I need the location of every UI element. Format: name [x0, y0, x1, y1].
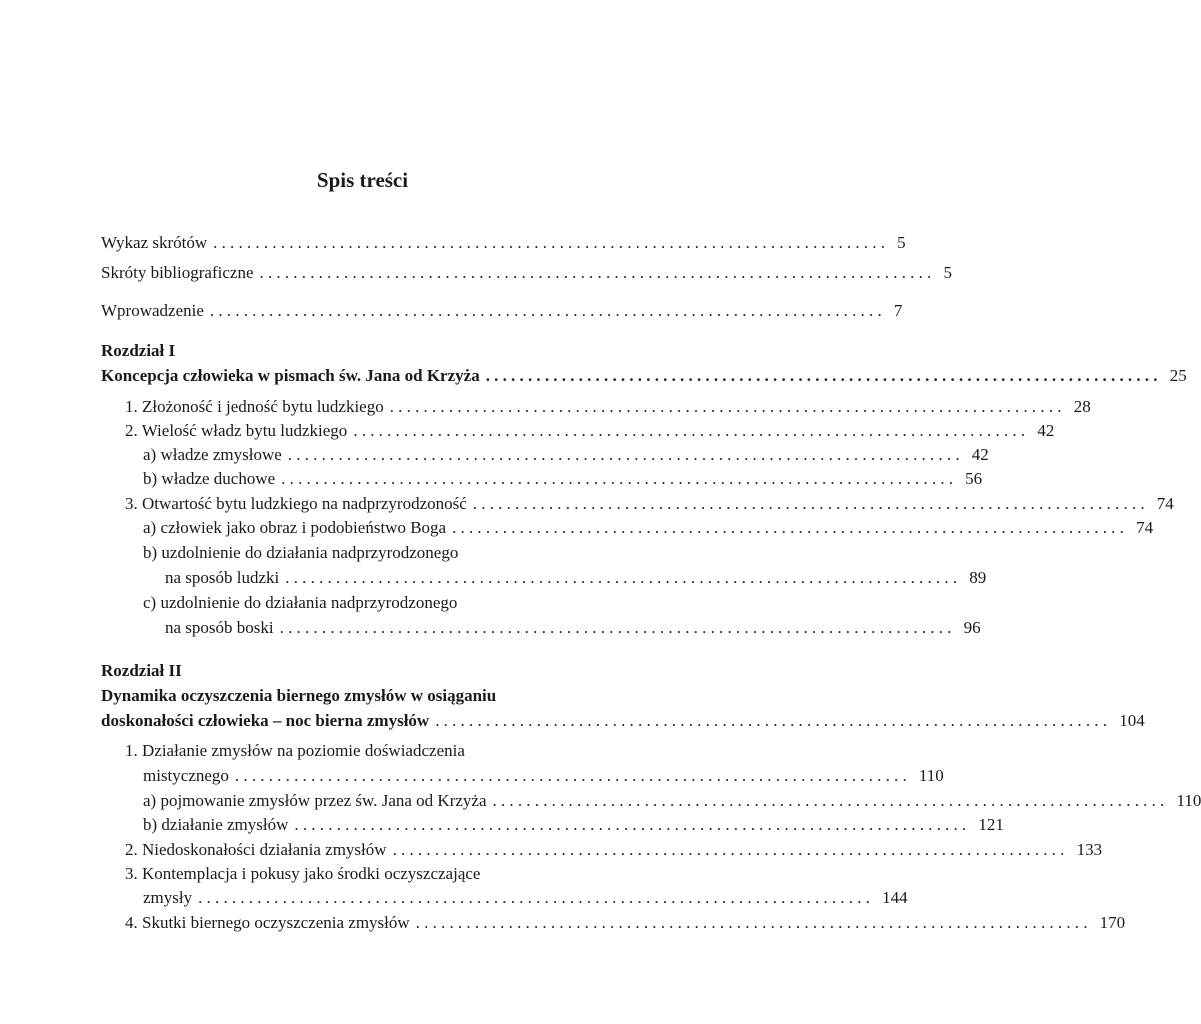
toc-page-number: 74 — [1156, 494, 1174, 513]
toc-entry — [143, 813, 1004, 837]
toc-entry — [143, 541, 623, 565]
toc-entry-label: b) uzdolnienie do działania nadprzyrodzonego — [143, 543, 459, 562]
chapter-number: Rozdział II — [101, 661, 182, 680]
toc-entry — [143, 886, 908, 910]
toc-page-number: 104 — [1119, 711, 1145, 730]
toc-entry — [125, 492, 1174, 516]
toc-entry-label: a) człowiek jako obraz i podobieństwo Boga — [143, 518, 447, 537]
toc-entry-label: na sposób ludzki — [165, 568, 280, 587]
dot-leader: ................................................................................ — [281, 469, 958, 488]
toc-page-number: 110 — [918, 766, 944, 785]
toc-entry-label: na sposób boski — [165, 618, 274, 637]
toc-entry-label: b) działanie zmysłów — [143, 815, 289, 834]
toc-entry-label: c) uzdolnienie do działania nadprzyrodzonego — [143, 593, 458, 612]
toc-page-number: 133 — [1076, 840, 1103, 859]
chapter-heading — [101, 659, 623, 683]
toc-page-number: 28 — [1073, 397, 1091, 416]
toc-entry-label: a) władze zmysłowe — [143, 445, 282, 464]
chapter-title: Dynamika oczyszczenia biernego zmysłów w osiąganiu — [101, 686, 497, 705]
toc-entry-label: 4. Skutki biernego oczyszczenia zmysłów — [125, 913, 410, 932]
toc-page-number: 144 — [882, 888, 908, 907]
toc-entry — [143, 789, 1201, 813]
toc-entry — [125, 838, 1103, 862]
toc-entry — [101, 261, 952, 285]
dot-leader: ................................................................................ — [472, 494, 1149, 513]
dot-leader: ................................................................................ — [209, 301, 886, 320]
dot-leader: ................................................................................ — [492, 791, 1169, 810]
dot-leader: ................................................................................ — [452, 518, 1129, 537]
toc-entry-label: 3. Kontemplacja i pokusy jako środki oczyszczające — [125, 864, 481, 883]
toc-entry — [101, 709, 1145, 733]
toc-entry — [101, 231, 906, 255]
toc-entry — [165, 566, 987, 590]
toc-page-number: 25 — [1169, 366, 1187, 385]
toc-entry — [143, 516, 1154, 540]
dot-leader: ................................................................................ — [435, 711, 1112, 730]
toc-page-number: 5 — [943, 263, 952, 282]
toc-entry-label: b) władze duchowe — [143, 469, 276, 488]
toc-entry-label: mistycznego — [143, 766, 229, 785]
toc-page-number: 96 — [963, 618, 981, 637]
toc-page-number: 5 — [897, 233, 906, 252]
toc-entry-label: 3. Otwartość bytu ludzkiego na nadprzyrodzoność — [125, 494, 467, 513]
toc-entry — [125, 739, 623, 763]
dot-leader: ................................................................................ — [234, 766, 911, 785]
dot-leader: ................................................................................ — [279, 618, 956, 637]
page-title: Spis treści — [316, 168, 409, 192]
dot-leader: ................................................................................ — [287, 445, 964, 464]
toc-entry — [143, 764, 944, 788]
toc-entry — [143, 467, 983, 491]
toc-entry-label: Skróty bibliograficzne — [101, 263, 254, 282]
dot-leader: ................................................................................ — [415, 913, 1092, 932]
toc-entry — [165, 616, 981, 640]
toc-entry — [101, 299, 903, 323]
toc-page-number: 74 — [1136, 518, 1154, 537]
toc-entry-label: Wprowadzenie — [101, 301, 204, 320]
chapter-heading — [101, 339, 623, 363]
toc-entry — [101, 364, 1187, 388]
toc-entry — [143, 591, 623, 615]
toc-entry-label: 2. Niedoskonałości działania zmysłów — [125, 840, 387, 859]
dot-leader: ................................................................................ — [259, 263, 936, 282]
toc-entry — [143, 443, 989, 467]
toc-page-number: 110 — [1176, 791, 1201, 810]
chapter-title-line — [101, 684, 623, 708]
dot-leader: ................................................................................ — [285, 568, 962, 587]
toc-entry-label: zmysły — [143, 888, 193, 907]
toc-entry — [125, 911, 1126, 935]
dot-leader: ................................................................................ — [353, 421, 1030, 440]
dot-leader: ................................................................................ — [392, 840, 1069, 859]
toc-page-number: 170 — [1099, 913, 1126, 932]
toc-page-number: 7 — [893, 301, 903, 320]
dot-leader: ................................................................................ — [198, 888, 875, 907]
toc-page-number: 56 — [965, 469, 983, 488]
toc-entry — [125, 419, 1055, 443]
toc-entry-label: 1. Złożoność i jedność bytu ludzkiego — [125, 397, 384, 416]
toc-page-number: 42 — [971, 445, 989, 464]
toc-page-number: 42 — [1037, 421, 1055, 440]
toc-entry — [125, 395, 1091, 419]
toc-entry-label: Wykaz skrótów — [101, 233, 208, 252]
toc-entry-label: 1. Działanie zmysłów na poziomie doświadczenia — [125, 741, 465, 760]
toc-page-number: 121 — [978, 815, 1004, 834]
dot-leader: ................................................................................ — [294, 815, 971, 834]
toc-entry-label: 2. Wielość władz bytu ludzkiego — [125, 421, 348, 440]
toc-entry-label: a) pojmowanie zmysłów przez św. Jana od Krzyża — [143, 791, 487, 810]
chapter-number: Rozdział I — [101, 341, 176, 360]
toc-page-number: 89 — [969, 568, 987, 587]
dot-leader: ................................................................................ — [485, 366, 1162, 385]
toc-entry — [125, 862, 623, 886]
dot-leader: ................................................................................ — [389, 397, 1066, 416]
chapter-title: doskonałości człowieka – noc bierna zmysłów — [101, 711, 430, 730]
chapter-title: Koncepcja człowieka w pismach św. Jana od Krzyża — [101, 366, 480, 385]
dot-leader: ................................................................................ — [213, 233, 890, 252]
